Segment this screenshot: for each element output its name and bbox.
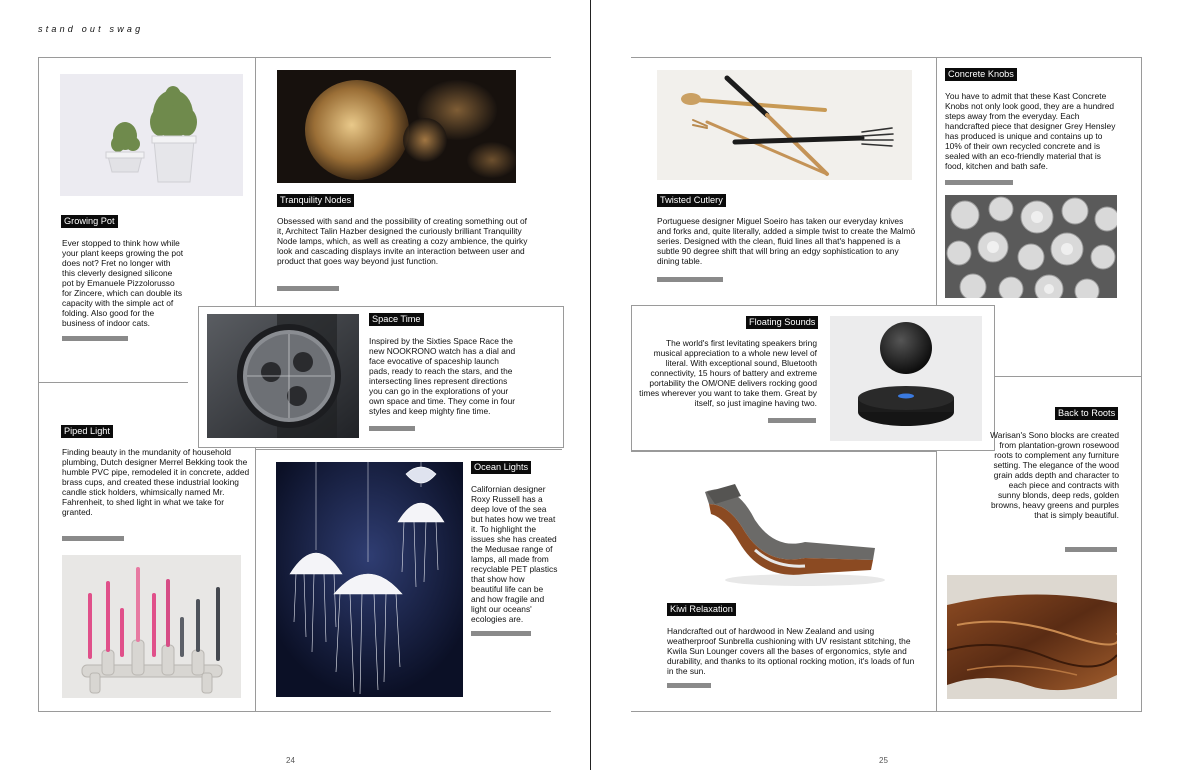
floating-sounds-photo	[830, 316, 982, 441]
back-to-roots-divider	[1065, 547, 1117, 552]
floating-sounds-body: The world's first levitating speakers bring musical appreciation to a whole new level of literal. With exceptional sound, Bluetooth connectivity, 15 hours of battery and extreme portability the OM/ONE delivers rocking good times wherever you want to take them. Great by itself, so just imagine having two.	[639, 338, 817, 408]
grid-line	[993, 376, 1142, 377]
grid-line	[38, 711, 551, 712]
ocean-lights-photo	[276, 462, 463, 697]
growing-pot-photo	[60, 74, 243, 196]
piped-light-title: Piped Light	[61, 425, 113, 438]
concrete-knobs-photo	[945, 195, 1117, 298]
tranquility-nodes-body: Obsessed with sand and the possibility of creating something out of it, Architect Talin Hazber designed the curiously brilliant Tranquility Node lamps, which, as well as creating a cozy ambience, the quirky look and cascading displays invite an interaction between user and product that goes way beyond just function.	[277, 216, 528, 266]
space-time-photo	[207, 314, 359, 438]
grid-line	[631, 57, 1142, 58]
kiwi-relaxation-divider	[667, 683, 711, 688]
grid-line	[38, 57, 39, 712]
kiwi-relaxation-body: Handcrafted out of hardwood in New Zealand and using weatherproof Sunbrella cushioning with UV resistant stitching, the Kwila Sun Lounger covers all the bases of ergonomics, style and durability, and thanks to its optional rocking motion, it's loads of fun in the sun.	[667, 626, 915, 676]
floating-sounds-divider	[768, 418, 816, 423]
grid-line	[631, 711, 1142, 712]
ocean-lights-divider	[471, 631, 531, 636]
back-to-roots-body: Warisan's Sono blocks are created from plantation-grown rosewood roots to complement any furniture setting. The elegance of the wood grain adds depth and character to each piece and contracts with sunny blonds, deep reds, golden browns, heavy greens and purples that is simply beautiful.	[990, 430, 1119, 520]
section-header: stand out swag	[38, 24, 144, 34]
space-time-divider	[369, 426, 415, 431]
twisted-cutlery-photo	[657, 70, 912, 180]
growing-pot-title: Growing Pot	[61, 215, 118, 228]
space-time-title: Space Time	[369, 313, 424, 326]
growing-pot-divider	[62, 336, 128, 341]
grid-line	[1141, 57, 1142, 712]
floating-sounds-title: Floating Sounds	[746, 316, 818, 329]
piped-light-photo	[62, 555, 241, 698]
concrete-knobs-body: You have to admit that these Kast Concrete Knobs not only look good, they are a hundred steps away from the everyday. Each handcrafted piece that designer Grey Hensley has produced is unique and contains up to 10% of their own recycled concrete and is sealed with an eco-friendly material that is food, kitchen and bath safe.	[945, 91, 1116, 171]
tranquility-nodes-divider	[277, 286, 339, 291]
grid-line	[38, 382, 188, 383]
twisted-cutlery-divider	[657, 277, 723, 282]
grid-line	[38, 57, 551, 58]
twisted-cutlery-title: Twisted Cutlery	[657, 194, 726, 207]
back-to-roots-title: Back to Roots	[1055, 407, 1118, 420]
grid-line	[631, 451, 936, 452]
space-time-body: Inspired by the Sixties Space Race the new NOOKRONO watch has a dial and face evocative of spaceship launch pads, ready to reach the stars, and the intersecting lines represent directions you can go in the explorations of your own space and time. They come in four styles and keep mighty fine time.	[369, 336, 516, 416]
page-number-left: 24	[286, 756, 295, 765]
grid-line	[255, 449, 562, 450]
piped-light-divider	[62, 536, 124, 541]
piped-light-body: Finding beauty in the mundanity of household plumbing, Dutch designer Merrel Bekking took the humble PVC pipe, remodeled it in concrete, added brass cups, and created these industrial looking candle stick holders, whimsically named Mr. Fahrenheit, to shed light in what we take for granted.	[62, 447, 250, 517]
kiwi-relaxation-title: Kiwi Relaxation	[667, 603, 736, 616]
page-spine	[590, 0, 591, 770]
ocean-lights-body: Californian designer Roxy Russell has a deep love of the sea but hates how we treat it. To highlight the issues she has created the Medusae range of lamps, all made from recyclable PET plastics that show how beautiful life can be and how fragile and light our oceans' ecologies are.	[471, 484, 558, 624]
concrete-knobs-divider	[945, 180, 1013, 185]
page-number-right: 25	[879, 756, 888, 765]
tranquility-nodes-title: Tranquility Nodes	[277, 194, 354, 207]
growing-pot-body: Ever stopped to think how while your plant keeps growing the pot does not? Fret no longer with this cleverly designed silicone pot by Emanuele Pizzolorusso for Zincere, which can double its capacity with the simple act of folding. Also good for the business of indoor cats.	[62, 238, 184, 328]
kiwi-relaxation-photo	[695, 470, 887, 590]
back-to-roots-photo	[947, 575, 1117, 699]
ocean-lights-title: Ocean Lights	[471, 461, 531, 474]
twisted-cutlery-body: Portuguese designer Miguel Soeiro has taken our everyday knives and forks and, quite literally, added a simple twist to create the Malmö series. Designed with the clean, fluid lines all that's happened is a subtle 90 degree shift that will bring an edgy sophistication to any dining table.	[657, 216, 916, 266]
tranquility-nodes-photo	[277, 70, 516, 183]
concrete-knobs-title: Concrete Knobs	[945, 68, 1017, 81]
